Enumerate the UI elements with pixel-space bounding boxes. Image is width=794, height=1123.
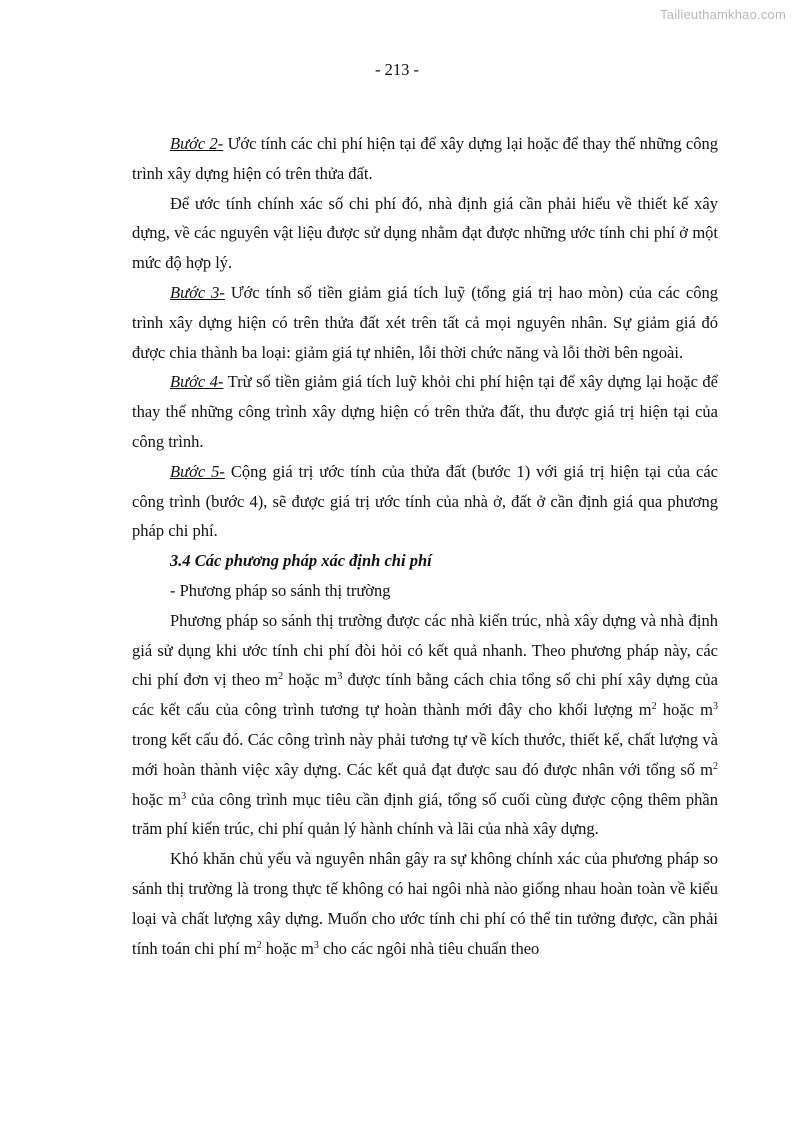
page-number: - 213 - <box>375 60 419 79</box>
superscript: 2 <box>651 701 657 713</box>
text-run: hoặc m <box>261 938 314 958</box>
text-run: hoặc m <box>132 789 182 809</box>
step-5-label: Bước 5- <box>170 461 225 481</box>
step-2-paragraph <box>132 129 718 189</box>
superscript: 3 <box>337 671 343 683</box>
step-3-label: Bước 3- <box>170 282 225 302</box>
text-run: cho các ngôi nhà tiêu chuẩn theo <box>318 938 540 958</box>
text-run: trong kết cấu đó. Các công trình này phải tương tự về kích thước, thiết kế, chất lượng và mới hoàn thành việc xây dựng. Các kết quả đạt được sau đó được nhân với tổng số m <box>132 729 718 779</box>
method-paragraph <box>132 606 718 844</box>
superscript: 2 <box>278 671 284 683</box>
step-2-label: Bước 2- <box>170 134 224 153</box>
step-4-paragraph <box>132 367 718 456</box>
superscript: 2 <box>713 760 718 772</box>
step-4-label: Bước 4- <box>170 372 224 392</box>
superscript: 2 <box>256 939 262 951</box>
text-run: được tính bằng cách chia tổng số chi phí xây dựng của các kết cấu của công trình tương tự hoàn thành mới đây cho khối lượng m <box>132 670 719 720</box>
text-run: Phương pháp so sánh thị trường được các nhà kiến trúc, nhà xây dựng và nhà định giá sử dụng khi ước tính chi phí đòi hỏi có kết quả nhanh. Theo phương pháp này, các chi phí đơn vị theo m <box>132 610 718 690</box>
section-heading: 3.4 Các phương pháp xác định chi phí <box>170 551 432 571</box>
step-2-text: Ước tính các chi phí hiện tại để xây dựng lại hoặc để thay thế những công trình xây dựng hiện có trên thửa đất. <box>132 134 719 183</box>
step-3-paragraph <box>132 278 718 367</box>
step-5-text: Cộng giá trị ước tính của thửa đất (bước 1) với giá trị hiện tại của các công trình (bước 4), sẽ được giá trị ước tính của nhà ở, đất ở cần định giá qua phương pháp chi phí. <box>132 461 718 541</box>
step-4-text: Trừ số tiền giảm giá tích luỹ khỏi chi phí hiện tại để xây dựng lại hoặc để thay thế những công trình xây dựng hiện có trên thửa đất, thu được giá trị hiện tại của công trình. <box>132 372 719 451</box>
estimate-paragraph: Để ước tính chính xác số chi phí đó, nhà định giá cần phải hiểu về thiết kế xây dựng, về các nguyên vật liệu được sử dụng nhằm đạt được những ước tính chi phí ở một mức độ hợp lý. <box>132 193 718 273</box>
step-3-text: Ước tính số tiền giảm giá tích luỹ (tổng giá trị hao mòn) của các công trình xây dựng hiện có trên thửa đất xét trên tất cả mọi nguyên nhân. Sự giảm giá đó được chia thành ba loại: giảm giá tự nhiên, lỗi thời chức năng và lỗi thời bên ngoài. <box>132 282 718 362</box>
text-run: hoặc m <box>656 700 713 720</box>
text-run: của công trình mục tiêu cần định giá, tổng số cuối cùng được cộng thêm phần trăm phí kiến trúc, chi phí quản lý hành chính và lãi của nhà xây dựng. <box>132 789 718 839</box>
watermark: Tailieuthamkhao.com <box>660 7 786 22</box>
text-run: Khó khăn chủ yếu và nguyên nhân gây ra sự không chính xác của phương pháp so sánh thị trường là trong thực tế không có hai ngôi nhà nào giống nhau hoàn toàn về kiểu loại và chất lượng xây dựng. Muốn cho ước tính chi phí có thể tin tưởng được, cần phải tính toán chi phí m <box>132 849 718 958</box>
difficulty-paragraph <box>132 844 718 963</box>
superscript: 3 <box>181 790 187 802</box>
superscript: 3 <box>313 939 319 951</box>
text-run: hoặc m <box>283 670 338 690</box>
step-5-paragraph <box>132 457 718 546</box>
method-item: - Phương pháp so sánh thị trường <box>170 580 391 600</box>
document-body <box>132 129 718 963</box>
superscript: 3 <box>713 701 718 713</box>
